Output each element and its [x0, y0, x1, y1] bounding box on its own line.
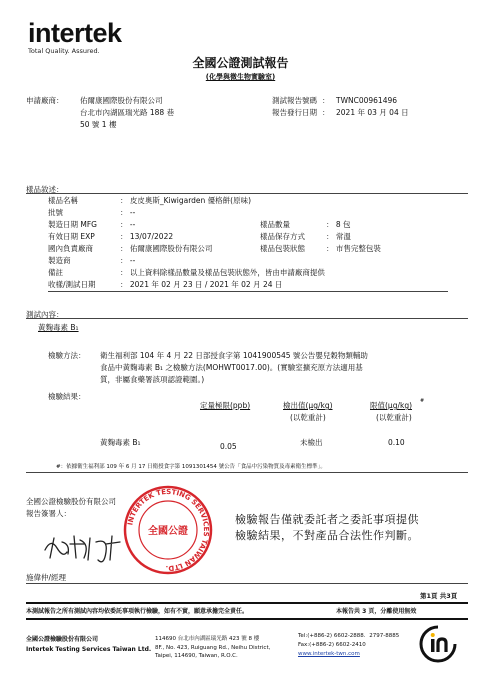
method-label: 檢驗方法： — [48, 351, 86, 360]
sample-right-label: 樣品包裝狀態 — [260, 244, 305, 253]
notice-line-1: 檢驗報告僅就委託者之委託事項提供 — [235, 513, 419, 526]
sample-label: 收樣/測試日期 — [48, 280, 96, 289]
seal-outer-text: INTERTEK TESTING SERVICES TAIWAN LTD. — [126, 487, 211, 573]
footer-company-en: Intertek Testing Services Taiwan Ltd. — [26, 646, 152, 653]
col-limit-sub: (以乾重計) — [376, 413, 412, 422]
method-line-2: 食品中黃麴毒素 B₁ 之檢驗方法(MOHWT0017.00)。(實驗室擴充原方法適用基 — [100, 363, 363, 372]
sample-value: ： 13/07/2022 — [120, 232, 174, 241]
test-section-label: 測試內容： — [26, 310, 64, 319]
footer-address-cn: 114690 台北市內湖區瑞光路 423 號 8 樓 — [155, 636, 260, 642]
footer-fax: Fax:(+886-2) 6602-2410 — [298, 642, 366, 648]
report-title: 全國公證測試報告 — [192, 56, 289, 70]
notice-line-2: 檢驗結果，不對產品合法性作判斷。 — [235, 529, 419, 542]
sample-value: ： 佑爾康國際股份有限公司 — [120, 244, 213, 253]
report-date: 2021 年 03 月 04 日 — [336, 108, 409, 117]
sample-value: ： 2021 年 02 月 23 日 / 2021 年 02 月 24 日 — [120, 280, 283, 289]
col-result-sub: (以乾重計) — [290, 413, 326, 422]
report-number-label: 測試報告號碼 — [272, 96, 317, 105]
footer-address-en-1: 8F., No. 423, Ruiguang Rd., Neihu District, — [155, 645, 271, 651]
result-value: 未檢出 — [300, 438, 323, 447]
sample-label: 樣品名稱 — [48, 196, 78, 205]
sample-value: ： 皮皮奧斯_Kiwigarden 優格餅(原味) — [120, 196, 252, 205]
disclaimer-divider-bottom — [26, 618, 468, 620]
report-number: TWNC00961496 — [336, 96, 398, 105]
company-seal — [122, 484, 214, 576]
col-loq-header: 定量極限(ppb) — [200, 401, 251, 410]
col-result-header: 檢出值(μg/kg) — [283, 401, 333, 410]
sample-right-value: ： 市售完整包裝 — [326, 244, 381, 253]
result-label: 檢驗結果： — [48, 392, 86, 401]
sample-value: ： -- — [120, 220, 136, 229]
sample-right-value: ： 常溫 — [326, 232, 351, 241]
footnote: #：依據衛生福利部 109 年 6 月 17 日衛授食字第 1091301454 號公告「食品中污染物質及毒素衛生標準」。 — [56, 464, 326, 470]
sample-bottom-divider — [48, 291, 448, 292]
signoff-divider — [26, 583, 468, 584]
sample-label: 製造日期 MFG — [48, 220, 97, 229]
test-divider — [26, 318, 468, 319]
report-subtitle: (化學與微生物實驗室) — [205, 73, 276, 81]
method-line-3: 質，非屬食藥署該項認證範圍。) — [100, 375, 205, 384]
footer-address-en-2: Taipei, 114690, Taiwan, R.O.C. — [155, 653, 238, 659]
sample-label: 批號 — [48, 208, 63, 217]
limit-value: 0.10 — [388, 438, 405, 447]
report-number-sep: ： — [322, 96, 330, 105]
disclaimer-right: 本報告共 3 頁，分離使用無效 — [336, 608, 417, 615]
signer-title: 施偉仲/經理 — [26, 573, 67, 582]
sample-label: 國內負責廠商 — [48, 244, 93, 253]
sample-right-value: ： 8 包 — [326, 220, 351, 229]
loq-value: 0.05 — [220, 442, 237, 451]
report-date-label: 報告發行日期 — [272, 108, 317, 117]
signoff-company: 全國公證檢驗股份有限公司 — [26, 497, 116, 506]
applicant-name: 佑爾康國際股份有限公司 — [80, 96, 163, 105]
footer-website-link[interactable]: www.intertek-twn.com — [298, 651, 360, 657]
sample-divider — [26, 193, 468, 194]
applicant-address-1: 台北市內湖區瑞光路 188 巷 — [80, 108, 175, 117]
disclaimer-divider-top — [26, 602, 468, 604]
applicant-address-2: 50 號 1 樓 — [80, 120, 117, 129]
sample-label: 製造商 — [48, 256, 71, 265]
sample-value: ： -- — [120, 256, 136, 265]
footnote-divider — [26, 472, 468, 473]
method-line-1: 衛生福利部 104 年 4 月 22 日部授食字第 1041900545 號公告嬰兒穀物類輔助 — [100, 351, 368, 360]
logo-tagline: Total Quality. Assured. — [28, 47, 100, 55]
col-limit-header: 限值(μg/kg) — [370, 401, 413, 410]
signature-image — [40, 528, 130, 568]
sample-value: ： 以上資料除樣品數量及樣品包裝狀態外，皆由申請廠商提供 — [120, 268, 325, 277]
applicant-label: 申請廠商： — [26, 96, 64, 105]
col-limit-mark: # — [420, 398, 425, 404]
footer-tel: Tel:(+886-2) 6602-2888．2797-8885 — [298, 633, 400, 639]
sample-label: 備註 — [48, 268, 63, 277]
signer-label: 報告簽署人： — [26, 509, 71, 518]
footer-company-cn: 全國公證檢驗股份有限公司 — [26, 636, 99, 643]
disclaimer-left: 本測試報告之所有測試內容均依委託事項執行檢驗，如有不實，願意承擔完全責任。 — [26, 608, 249, 615]
sample-label: 有效日期 EXP — [48, 232, 95, 241]
sample-right-label: 樣品數量 — [260, 220, 290, 229]
report-date-sep: ： — [322, 108, 330, 117]
result-item: 黃麴毒素 B₁ — [100, 438, 141, 447]
sample-section-label: 樣品敘述： — [26, 185, 64, 194]
test-item: 黃麴毒素 B₁ — [38, 323, 79, 332]
page-number: 第1頁 共3頁 — [420, 592, 458, 600]
intertek-in-logo-icon — [418, 624, 458, 664]
notice-stamp — [235, 512, 419, 544]
sample-value: ： -- — [120, 208, 136, 217]
intertek-logo: intertek — [28, 18, 122, 48]
sample-right-label: 樣品保存方式 — [260, 232, 305, 241]
seal-center-text: 全國公證 — [148, 526, 188, 537]
